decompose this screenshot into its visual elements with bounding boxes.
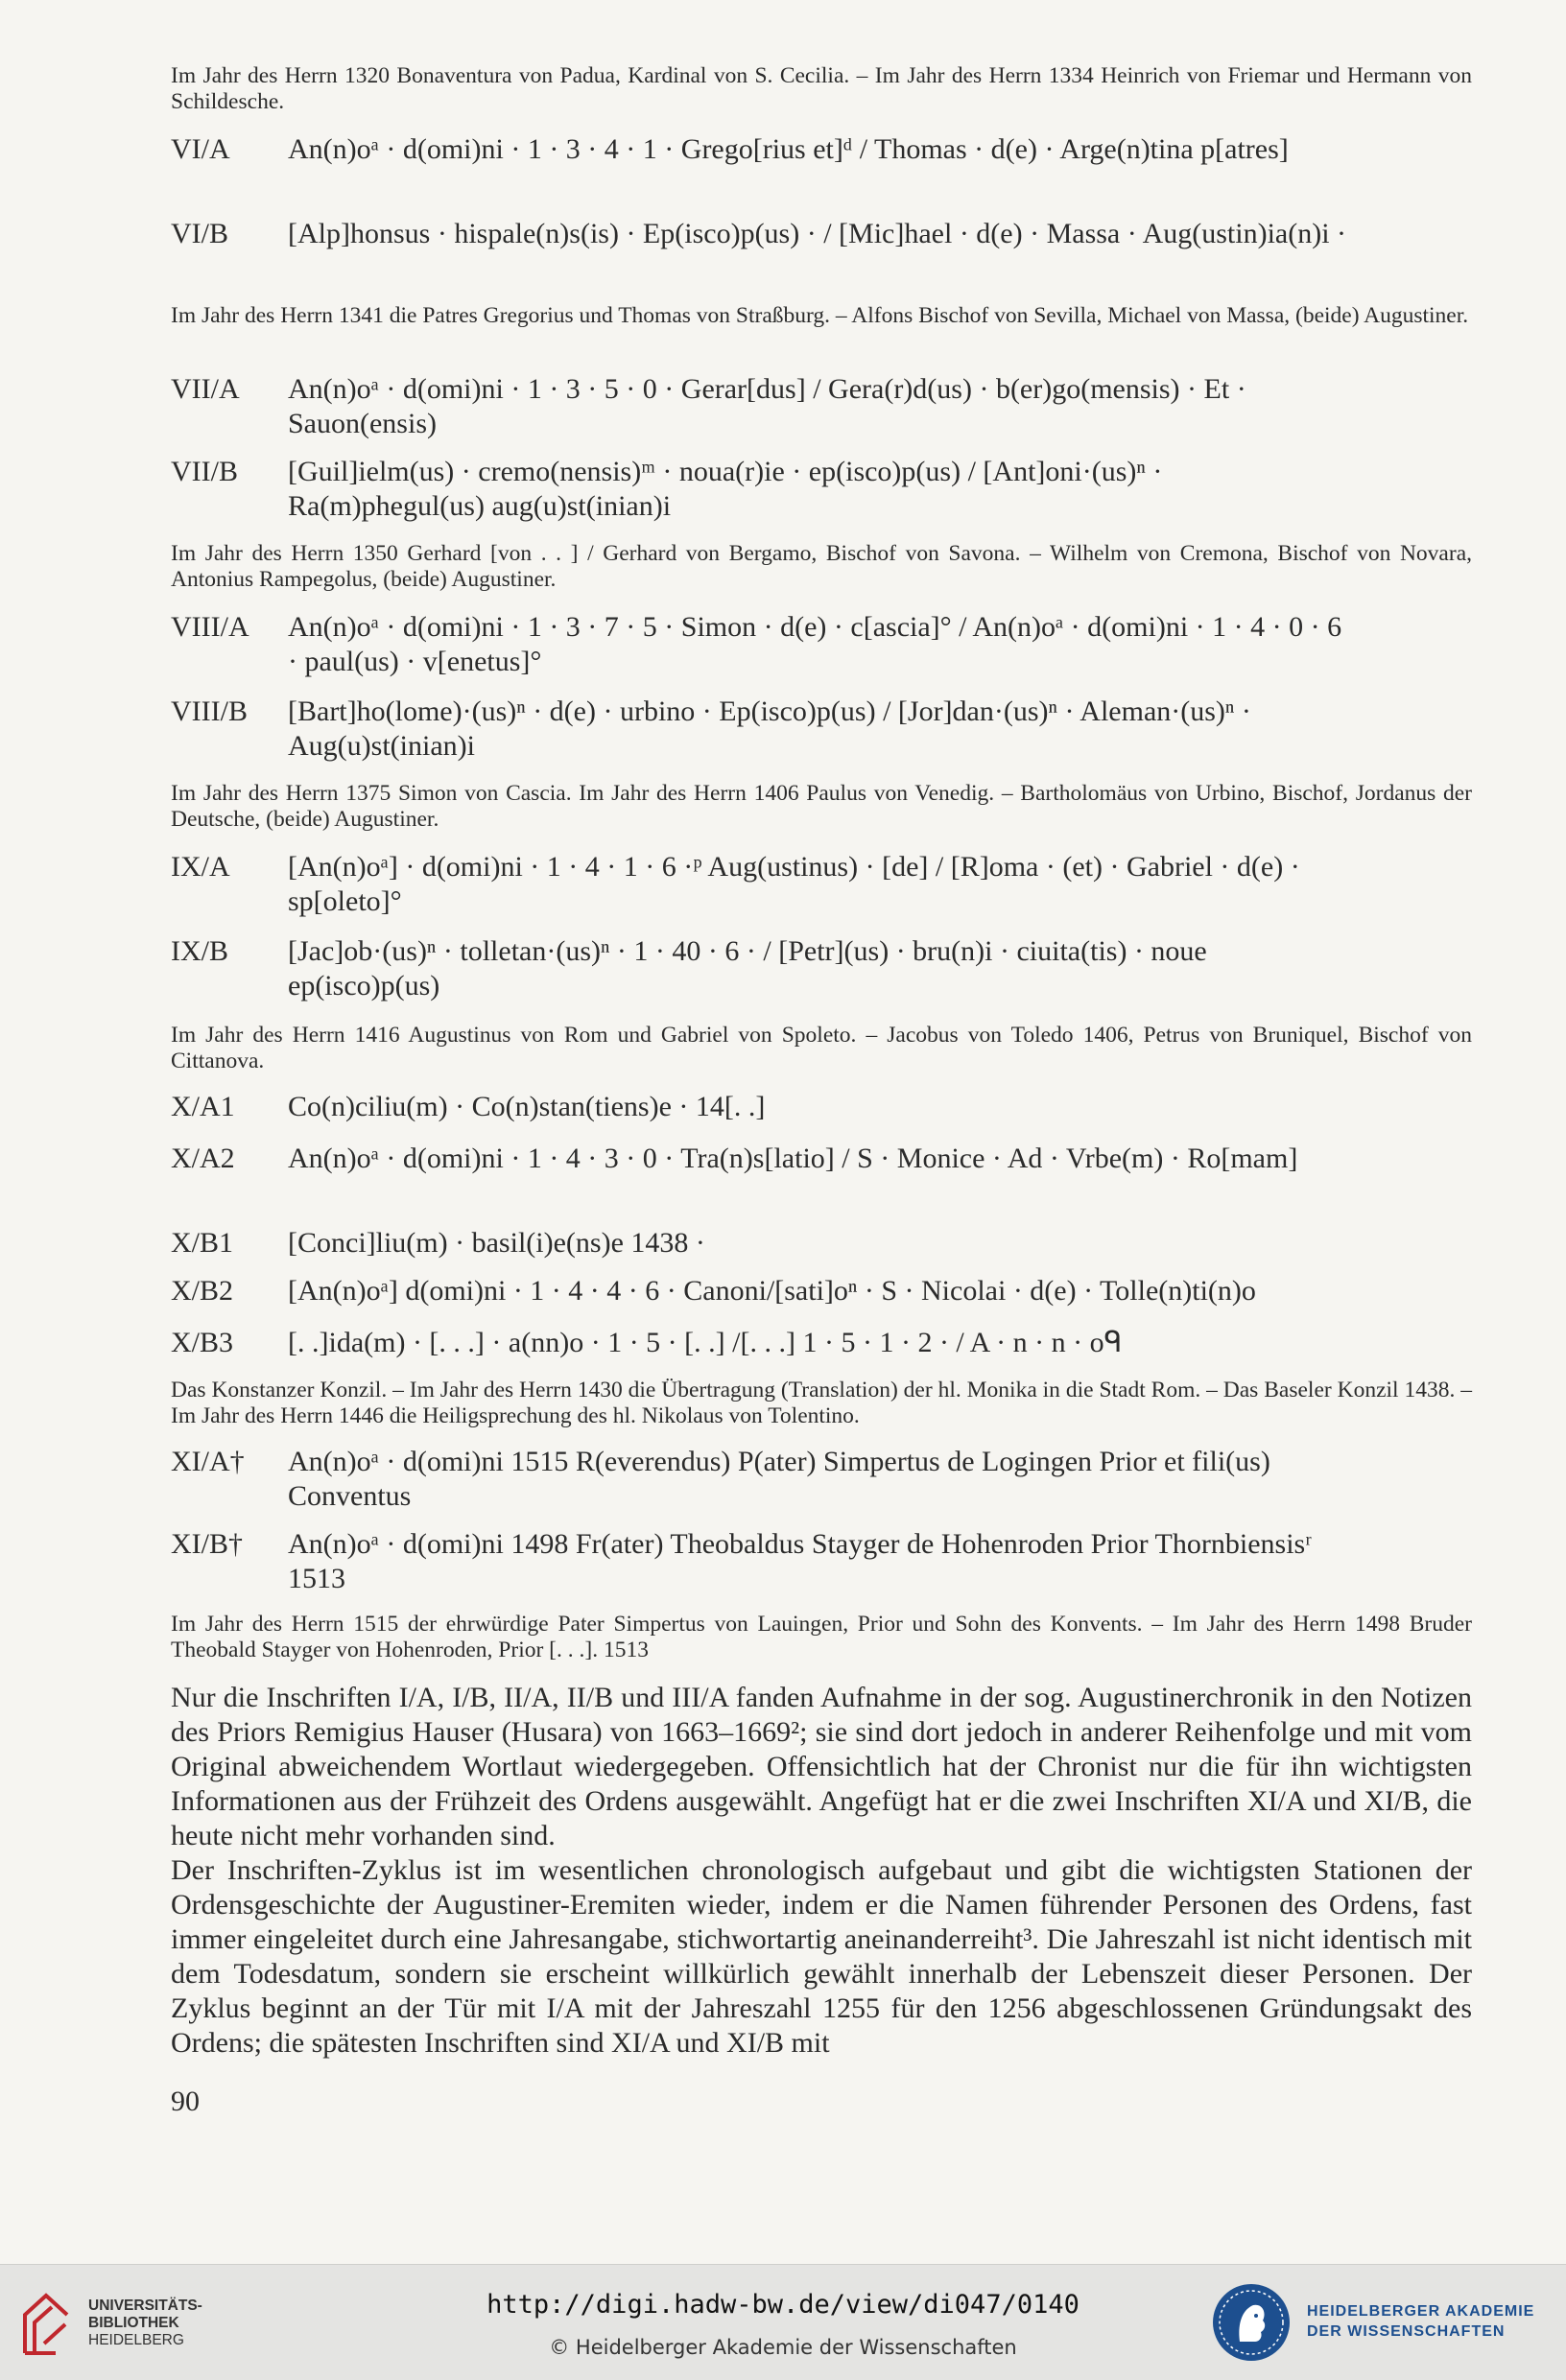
- translation-note: Im Jahr des Herrn 1416 Augustinus von Rom und Gabriel von Spoleto. – Jacobus von Toledo 1406, Petrus von Bruniquel, Bischof von Cittanova.: [171, 1023, 1472, 1073]
- inscription-id: X/B2: [171, 1275, 234, 1307]
- body-paragraph: Nur die Inschriften I/A, I/B, II/A, II/B und III/A fanden Aufnahme in der sog. Augustinerchronik in den Notizen des Priors Remigius Hauser (Husara) von 1663–1669²; sie sind dort jedoch in anderer Reihenfolge und mit vom Original abweichendem Wortlaut wiedergegeben. Offensichtlich hat der Chronist nur die für ihn wichtigsten Informationen aus der Frühzeit des Ordens ausgewählt. Angefügt hat er die zwei Inschriften XI/A und XI/B, die heute nicht mehr vorhanden sind.: [171, 1682, 1472, 1851]
- inscription-id: X/A1: [171, 1091, 235, 1122]
- hadw-line: HEIDELBERGER AKADEMIE: [1307, 2303, 1535, 2320]
- inscription-text: [. .]ida(m) · [. . .] · a(nn)o · 1 · 5 · [. .] /[. . .] 1 · 5 · 1 · 2 · / A · n · n · oᑫ: [288, 1327, 1123, 1358]
- translation-note: Im Jahr des Herrn 1341 die Patres Gregorius und Thomas von Straßburg. – Alfons Bischof von Sevilla, Michael von Massa, (beide) Augustiner.: [171, 303, 1469, 328]
- inscription-id: X/A2: [171, 1143, 235, 1174]
- inscription-text: [An(n)oᵃ] d(omi)ni · 1 · 4 · 4 · 6 · Canoni/[sati]oⁿ · S · Nicolai · d(e) · Tolle(n)ti(n)o: [288, 1275, 1256, 1307]
- translation-note: Im Jahr des Herrn 1375 Simon von Cascia. Im Jahr des Herrn 1406 Paulus von Venedig. – Bartholomäus von Urbino, Bischof, Jordanus der Deutsche, (beide) Augustiner.: [171, 781, 1472, 832]
- inscription-text: [Guil]ielm(us) · cremo(nensis)ᵐ · noua(r)ie · ep(isco)p(us) / [Ant]oni·(us)ⁿ · Ra(m)phegul(us) aug(u)st(inian)i: [288, 456, 1163, 522]
- inscription-id: VI/A: [171, 133, 230, 165]
- hadw-line: DER WISSENSCHAFTEN: [1307, 2323, 1506, 2340]
- body-text: [171, 1681, 1472, 2061]
- inscription-text: [Alp]honsus · hispale(n)s(is) · Ep(isco)p(us) · / [Mic]hael · d(e) · Massa · Aug(ustin)ia(n)i ·: [288, 218, 1347, 249]
- copyright-notice: © Heidelberger Akademie der Wissenschaften: [549, 2336, 1017, 2359]
- inscription-id: IX/B: [171, 935, 228, 967]
- inscription-id: VI/B: [171, 218, 228, 249]
- inscription-id: VIII/A: [171, 611, 249, 643]
- inscription-id: VII/B: [171, 456, 238, 487]
- source-url-link[interactable]: http://digi.hadw-bw.de/view/di047/0140: [486, 2290, 1080, 2320]
- translation-note: Im Jahr des Herrn 1320 Bonaventura von Padua, Kardinal von S. Cecilia. – Im Jahr des Herrn 1334 Heinrich von Friemar und Hermann von Schildesche.: [171, 63, 1472, 114]
- page-number: 90: [171, 2085, 200, 2117]
- inscription-text: [Conci]liu(m) · basil(i)e(ns)e 1438 ·: [288, 1227, 705, 1259]
- inscription-id: IX/A: [171, 851, 230, 883]
- translation-note: Das Konstanzer Konzil. – Im Jahr des Herrn 1430 die Übertragung (Translation) der hl. Monika in die Stadt Rom. – Das Baseler Konzil 1438. – Im Jahr des Herrn 1446 die Heiligsprechung des hl. Nikolaus von Tolentino.: [171, 1378, 1472, 1428]
- inscription-id: VII/A: [171, 373, 240, 405]
- inscription-text: [Jac]ob·(us)ⁿ · tolletan·(us)ⁿ · 1 · 40 · 6 · / [Petr](us) · bru(n)i · ciuita(tis) · noue ep(isco)p(us): [288, 935, 1207, 1001]
- academy-seal-icon[interactable]: [1211, 2282, 1292, 2363]
- inscription-text: An(n)oᵃ · d(omi)ni · 1 · 3 · 5 · 0 · Gerar[dus] / Gera(r)d(us) · b(er)go(mensis) · Et · Sauon(ensis): [288, 373, 1246, 439]
- inscription-text: An(n)oᵃ · d(omi)ni 1515 R(everendus) P(ater) Simpertus de Logingen Prior et fili(us) Conventus: [288, 1446, 1270, 1512]
- inscription-text: Co(n)ciliu(m) · Co(n)stan(tiens)e · 14[. .]: [288, 1091, 766, 1122]
- inscription-text: [Bart]ho(lome)·(us)ⁿ · d(e) · urbino · Ep(isco)p(us) / [Jor]dan·(us)ⁿ · Aleman·(us)ⁿ · Aug(u)st(inian)i: [288, 695, 1251, 762]
- inscription-id: XI/B†: [171, 1528, 243, 1560]
- translation-note: Im Jahr des Herrn 1515 der ehrwürdige Pater Simpertus von Lauingen, Prior und Sohn des Konvents. – Im Jahr des Herrn 1498 Bruder Theobald Stayger von Hohenroden, Prior [. . .]. 1513: [171, 1612, 1472, 1662]
- ub-line: UNIVERSITÄTS-: [88, 2298, 202, 2314]
- inscription-id: VIII/B: [171, 695, 248, 727]
- translation-note: Im Jahr des Herrn 1350 Gerhard [von . . ] / Gerhard von Bergamo, Bischof von Savona. – Wilhelm von Cremona, Bischof von Novara, Antonius Rampegolus, (beide) Augustiner.: [171, 541, 1472, 592]
- footer-bar: [0, 2264, 1566, 2380]
- body-paragraph: Der Inschriften-Zyklus ist im wesentlichen chronologisch aufgebaut und gibt die wichtigsten Stationen der Ordensgeschichte der Augustiner-Eremiten wieder, indem er die Namen führender Personen des Ordens, fast immer eingeleitet durch eine Jahresangabe, stichwortartig aneinanderreiht³. Die Jahreszahl ist nicht identisch mit dem Todesdatum, sondern sie erscheint willkürlich gewählt innerhalb der Lebenszeit dieser Personen. Der Zyklus beginnt an der Tür mit I/A mit der Jahreszahl 1255 für den 1256 abgeschlossenen Gründungsakt des Ordens; die spätesten Inschriften sind XI/A und XI/B mit: [171, 1854, 1472, 2059]
- inscription-id: XI/A†: [171, 1446, 245, 1477]
- inscription-text: An(n)oᵃ · d(omi)ni · 1 · 3 · 7 · 5 · Simon · d(e) · c[ascia]° / An(n)oᵃ · d(omi)ni · 1 · 4 · 0 · 6 · paul(us) · v[enetus]°: [288, 611, 1342, 677]
- academy-name[interactable]: [1307, 2301, 1534, 2342]
- inscription-text: An(n)oᵃ · d(omi)ni · 1 · 3 · 4 · 1 · Grego[rius et]ᵈ / Thomas · d(e) · Arge(n)tina p[atres]: [288, 133, 1289, 165]
- inscription-id: X/B1: [171, 1227, 234, 1259]
- inscription-id: X/B3: [171, 1327, 234, 1358]
- inscription-text: [An(n)oᵃ] · d(omi)ni · 1 · 4 · 1 · 6 ·ᵖ Aug(ustinus) · [de] / [R]oma · (et) · Gabriel · d(e) · sp[oleto]°: [288, 851, 1300, 917]
- ub-line: BIBLIOTHEK: [88, 2315, 179, 2331]
- inscription-text: An(n)oᵃ · d(omi)ni · 1 · 4 · 3 · 0 · Tra(n)s[latio] / S · Monice · Ad · Vrbe(m) · Ro[mam]: [288, 1143, 1298, 1174]
- inscription-text: An(n)oᵃ · d(omi)ni 1498 Fr(ater) Theobaldus Stayger de Hohenroden Prior Thornbiensisʳ 1513: [288, 1528, 1312, 1594]
- ub-line: HEIDELBERG: [88, 2332, 184, 2348]
